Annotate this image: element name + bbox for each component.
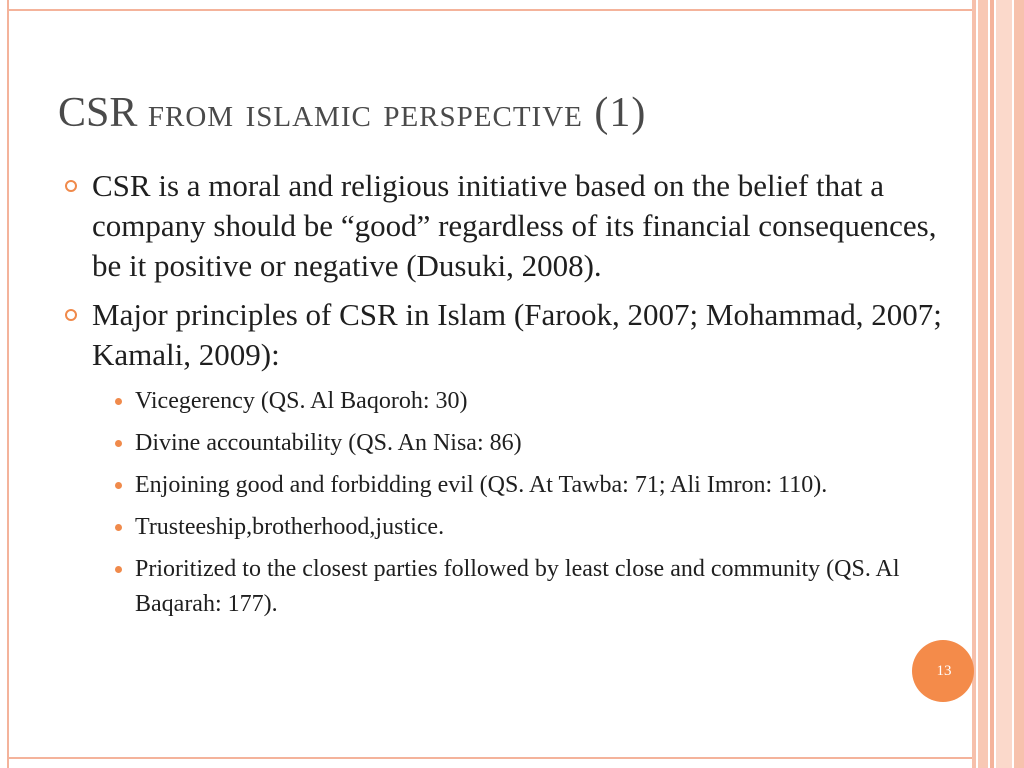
sub-bullet-item — [115, 468, 970, 503]
sub-bullet-item — [115, 552, 970, 622]
frame-bottom-line — [7, 757, 972, 759]
frame-top-line — [7, 9, 972, 11]
sub-bullet-text: Vicegerency (QS. Al Baqoroh: 30) — [135, 388, 468, 414]
slide-content — [58, 166, 970, 629]
dot-bullet-icon — [115, 398, 122, 405]
ring-bullet-icon — [65, 180, 77, 192]
sub-bullet-item — [115, 510, 970, 545]
decorative-stripe — [1014, 0, 1024, 768]
sub-bullet-text: Enjoining good and forbidding evil (QS. At Tawba: 71; Ali Imron: 110). — [135, 472, 828, 498]
page-number-badge — [912, 640, 974, 702]
dot-bullet-icon — [115, 482, 122, 489]
sub-bullet-item — [115, 426, 970, 461]
sub-bullet-item — [115, 384, 970, 419]
slide-title-rest: from islamic perspective (1) — [147, 90, 647, 136]
frame-left-line — [7, 0, 9, 768]
page-number: 13 — [936, 662, 952, 679]
dot-bullet-icon — [115, 440, 122, 447]
bullet-text: CSR is a moral and religious initiative based on the belief that a company should be “good” regardless of its financial consequences, be it positive or negative (Dusuki, 2008). — [92, 168, 937, 283]
bullet-text: Major principles of CSR in Islam (Farook, 2007; Mohammad, 2007; Kamali, 2009): — [92, 297, 942, 372]
decorative-stripe — [978, 0, 988, 768]
sub-bullet-text: Prioritized to the closest parties followed by least close and community (QS. Al Baqarah: 177). — [135, 556, 900, 617]
sub-bullet-text: Trusteeship,brotherhood,justice. — [135, 514, 445, 540]
slide-title — [58, 92, 646, 134]
dot-bullet-icon — [115, 566, 122, 573]
sub-bullet-text: Divine accountability (QS. An Nisa: 86) — [135, 430, 522, 456]
ring-bullet-icon — [65, 309, 77, 321]
bullet-item — [58, 295, 970, 375]
decorative-stripe — [972, 0, 976, 768]
decorative-stripe — [996, 0, 1012, 768]
decorative-stripe — [990, 0, 994, 768]
slide-title-main: CSR — [58, 90, 138, 136]
bullet-item — [58, 166, 970, 286]
dot-bullet-icon — [115, 524, 122, 531]
